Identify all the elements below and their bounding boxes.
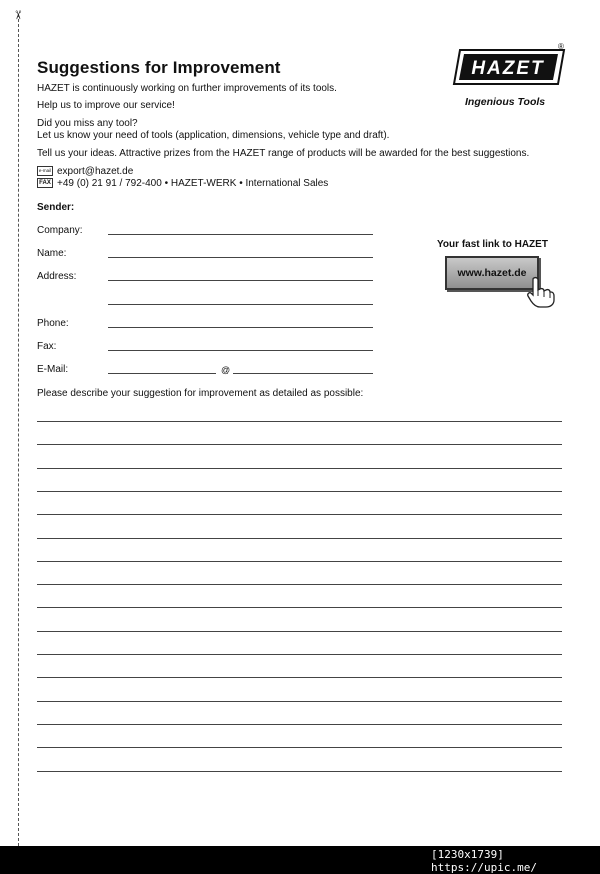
svg-text:HAZET: HAZET: [471, 58, 545, 79]
intro-line-4: Let us know your need of tools (application, dimensions, vehicle type and draft).: [37, 130, 390, 141]
writing-line[interactable]: [37, 421, 562, 422]
image-host-footer: [1230x1739] https://upic.me/: [431, 848, 537, 874]
email-domain-field[interactable]: [233, 373, 373, 374]
writing-line[interactable]: [37, 607, 562, 608]
writing-line[interactable]: [37, 468, 562, 469]
writing-line[interactable]: [37, 677, 562, 678]
address-label: Address:: [37, 271, 77, 282]
phone-label: Phone:: [37, 318, 69, 329]
intro-line-3: Did you miss any tool?: [37, 118, 138, 129]
fastlink-label: Your fast link to HAZET: [437, 239, 548, 250]
fax-icon: FAX: [37, 178, 53, 188]
page-title: Suggestions for Improvement: [37, 58, 281, 77]
writing-line[interactable]: [37, 724, 562, 725]
writing-line[interactable]: [37, 771, 562, 772]
logo-tagline: Ingenious Tools: [465, 96, 546, 108]
writing-line[interactable]: [37, 538, 562, 539]
fax-field[interactable]: [108, 350, 373, 351]
cut-line: [18, 14, 19, 846]
writing-line[interactable]: [37, 444, 562, 445]
phone-field[interactable]: [108, 327, 373, 328]
pointing-hand-icon: [526, 276, 556, 308]
describe-prompt: Please describe your suggestion for improvement as detailed as possible:: [37, 388, 364, 399]
address-field-1[interactable]: [108, 280, 373, 281]
website-button[interactable]: www.hazet.de: [445, 256, 539, 290]
writing-line[interactable]: [37, 747, 562, 748]
sender-heading: Sender:: [37, 202, 75, 213]
writing-line[interactable]: [37, 561, 562, 562]
writing-line[interactable]: [37, 631, 562, 632]
fax-number: +49 (0) 21 91 / 792-400 • HAZET-WERK • International Sales: [57, 178, 329, 189]
at-sign: @: [221, 365, 231, 375]
writing-line[interactable]: [37, 584, 562, 585]
fax-contact: [37, 178, 328, 190]
registered-mark: ®: [558, 42, 564, 51]
intro-line-1: HAZET is continuously working on further improvements of its tools.: [37, 83, 337, 94]
email-user-field[interactable]: [108, 373, 216, 374]
name-label: Name:: [37, 248, 67, 259]
writing-line[interactable]: [37, 514, 562, 515]
email-label: E-Mail:: [37, 364, 69, 375]
email-icon: e-mail: [37, 166, 53, 176]
writing-line[interactable]: [37, 491, 562, 492]
email-address[interactable]: export@hazet.de: [57, 166, 134, 177]
fax-label: Fax:: [37, 341, 57, 352]
company-field[interactable]: [108, 234, 373, 235]
email-contact[interactable]: [37, 166, 133, 178]
writing-line[interactable]: [37, 701, 562, 702]
intro-line-2: Help us to improve our service!: [37, 100, 175, 111]
name-field[interactable]: [108, 257, 373, 258]
company-label: Company:: [37, 225, 83, 236]
hazet-logo: [452, 48, 566, 86]
writing-line[interactable]: [37, 654, 562, 655]
intro-line-5: Tell us your ideas. Attractive prizes from the HAZET range of products will be awarded for the best suggestions.: [37, 148, 530, 159]
scissors-icon: ✂: [11, 9, 26, 21]
address-field-2[interactable]: [108, 304, 373, 305]
